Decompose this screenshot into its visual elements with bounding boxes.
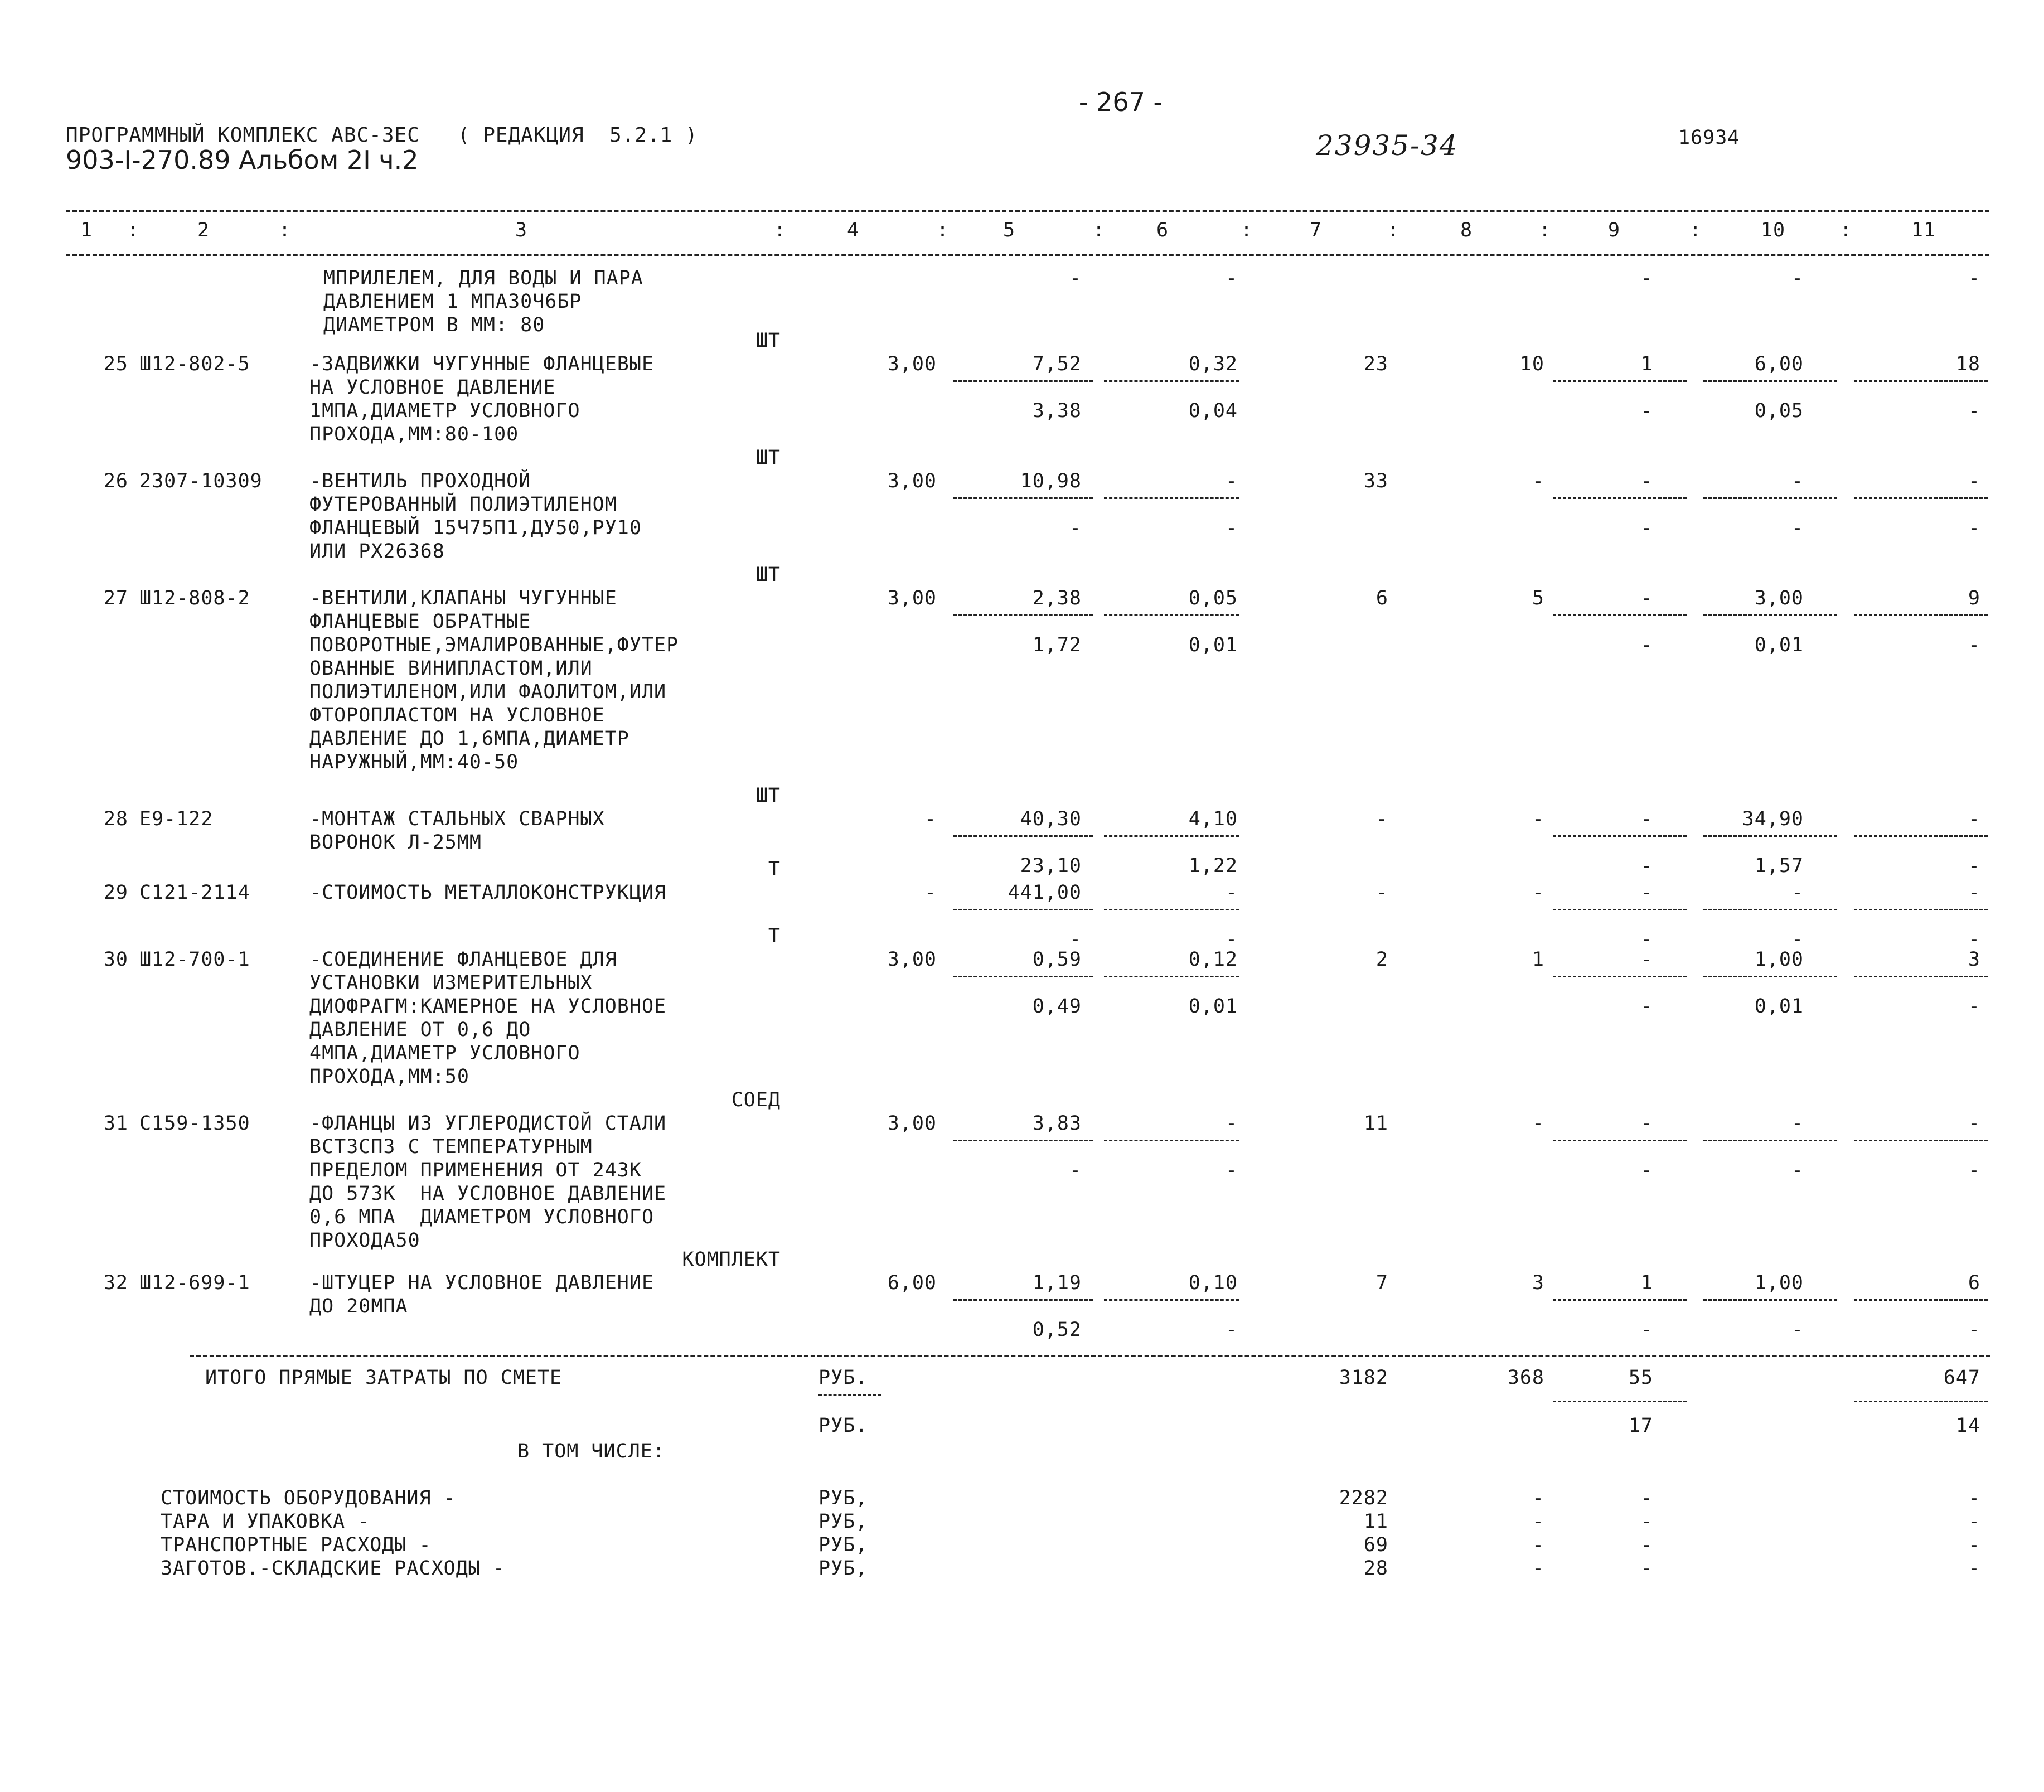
cell-c11: - bbox=[1968, 1112, 1980, 1135]
cell-c11: 3 bbox=[1968, 948, 1980, 971]
cell-rule bbox=[1703, 909, 1837, 910]
cell-c7: 2 bbox=[1375, 948, 1388, 971]
cell-rule bbox=[1854, 835, 1988, 837]
cell-c4: 3,00 bbox=[887, 1112, 937, 1135]
cell-rule bbox=[953, 1140, 1093, 1141]
cell-c10: - bbox=[1791, 882, 1804, 904]
row-number: 26 bbox=[103, 470, 128, 492]
cell-c11b: - bbox=[1968, 1159, 1980, 1181]
row-desc-line: ФЛАНЦЕВЫЕ ОБРАТНЫЕ bbox=[309, 611, 531, 633]
cell-c10: 34,90 bbox=[1742, 808, 1804, 830]
including-item-col8: - bbox=[1532, 1534, 1544, 1556]
cell-c5b: 0,52 bbox=[1032, 1319, 1082, 1341]
row-desc-line: ФЛАНЦЕВЫЙ 15Ч75П1,ДУ50,РУ10 bbox=[309, 517, 642, 539]
cell-c11: - bbox=[1968, 808, 1980, 830]
col-head-2: 2 bbox=[197, 219, 210, 241]
program-line: ПРОГРАММНЫЙ КОМПЛЕКС АВС-ЗЕС ( РЕДАКЦИЯ 5.2.1 ) bbox=[66, 124, 698, 147]
cell-c4: 3,00 bbox=[887, 353, 937, 375]
row-desc-line: ДАВЛЕНИЕ ДО 1,6МПА,ДИАМЕТР bbox=[309, 728, 629, 750]
row-number: 27 bbox=[103, 587, 128, 609]
cell-rule bbox=[1104, 380, 1239, 382]
cell-rule bbox=[1104, 1299, 1239, 1301]
including-item-label: ЗАГОТОВ.-СКЛАДСКИЕ РАСХОДЫ - bbox=[161, 1557, 506, 1580]
unit-label: КОМПЛЕКТ bbox=[682, 1248, 781, 1271]
cell-c5b: - bbox=[1069, 517, 1082, 539]
row-desc-line: 0,6 МПА ДИАМЕТРОМ УСЛОВНОГО bbox=[309, 1206, 655, 1228]
cell-c9b: - bbox=[1640, 400, 1653, 422]
row-number: 25 bbox=[103, 353, 128, 375]
totals-top-rule bbox=[190, 1355, 1990, 1357]
including-item-unit: РУБ, bbox=[818, 1534, 868, 1556]
cell-rule bbox=[953, 497, 1093, 499]
cell-c5b: - bbox=[1069, 1159, 1082, 1181]
cell-c7: - bbox=[1375, 808, 1388, 830]
cell-c9: 1 bbox=[1640, 1272, 1653, 1294]
cell-c5b: 0,49 bbox=[1032, 995, 1082, 1018]
row-desc-line: -МОНТАЖ СТАЛЬНЫХ СВАРНЫХ bbox=[309, 808, 605, 830]
row-code: Ш12-699-1 bbox=[139, 1272, 250, 1294]
cell-c7: - bbox=[1375, 882, 1388, 904]
cell-c8: - bbox=[1532, 1112, 1544, 1135]
cell-c9b: - bbox=[1640, 1319, 1653, 1341]
cell-c9b: - bbox=[1640, 928, 1653, 951]
cell-c6b: - bbox=[1225, 1159, 1238, 1181]
cell-c11: - bbox=[1968, 882, 1980, 904]
cell-rule bbox=[1104, 614, 1239, 616]
cell-c11b: - bbox=[1968, 995, 1980, 1018]
cell-rule bbox=[1703, 380, 1837, 382]
cell-c5b: - bbox=[1069, 928, 1082, 951]
including-item-col11: - bbox=[1968, 1557, 1980, 1580]
including-item-col11: - bbox=[1968, 1487, 1980, 1509]
cell-c6: 4,10 bbox=[1188, 808, 1238, 830]
cell-c6: 0,32 bbox=[1188, 353, 1238, 375]
cell-rule bbox=[953, 835, 1093, 837]
cell-c6b: 0,04 bbox=[1188, 400, 1238, 422]
cont-col10: - bbox=[1791, 267, 1804, 289]
cell-rule bbox=[953, 1299, 1093, 1301]
cell-c11b: - bbox=[1968, 1319, 1980, 1341]
including-item-label: СТОИМОСТЬ ОБОРУДОВАНИЯ - bbox=[161, 1487, 456, 1509]
handwritten-code: 23935-34 bbox=[1316, 129, 1459, 162]
cell-c5b: 1,72 bbox=[1032, 634, 1082, 656]
col-sep: : bbox=[774, 219, 787, 241]
cell-c11b: - bbox=[1968, 928, 1980, 951]
col-sep: : bbox=[1093, 219, 1106, 241]
unit-label: ШТ bbox=[755, 564, 781, 586]
cell-c5: 0,59 bbox=[1032, 948, 1082, 971]
cell-c9: - bbox=[1640, 1112, 1653, 1135]
cell-c9b: - bbox=[1640, 855, 1653, 877]
cell-rule bbox=[1854, 1299, 1988, 1301]
row-desc-line: -ШТУЦЕР НА УСЛОВНОЕ ДАВЛЕНИЕ bbox=[309, 1272, 655, 1294]
album-line: 903-I-270.89 Альбом 2I ч.2 bbox=[66, 145, 419, 175]
cell-c7: 11 bbox=[1363, 1112, 1388, 1135]
row-desc-line: НА УСЛОВНОЕ ДАВЛЕНИЕ bbox=[309, 376, 556, 399]
including-item-unit: РУБ, bbox=[818, 1557, 868, 1580]
cell-rule bbox=[1854, 380, 1988, 382]
cont-col5: - bbox=[1069, 267, 1082, 289]
row-desc-line: ФТОРОПЛАСТОМ НА УСЛОВНОЕ bbox=[309, 704, 605, 727]
col-sep: : bbox=[1689, 219, 1702, 241]
cell-c4: 3,00 bbox=[887, 948, 937, 971]
cell-rule bbox=[1703, 1140, 1837, 1141]
cell-c10b: - bbox=[1791, 517, 1804, 539]
cell-rule bbox=[953, 380, 1093, 382]
cell-c10: 1,00 bbox=[1754, 1272, 1804, 1294]
cell-rule bbox=[953, 614, 1093, 616]
cell-rule bbox=[1104, 1140, 1239, 1141]
row-code: Е9-122 bbox=[139, 808, 214, 830]
cell-c8: 3 bbox=[1532, 1272, 1544, 1294]
cell-c10: 6,00 bbox=[1754, 353, 1804, 375]
row-number: 28 bbox=[103, 808, 128, 830]
cell-c10b: 0,01 bbox=[1754, 995, 1804, 1018]
continuation-desc-line: ДАВЛЕНИЕМ 1 МПА30Ч6БР bbox=[323, 290, 582, 313]
col-sep: : bbox=[1387, 219, 1400, 241]
including-item-col7: 2282 bbox=[1339, 1487, 1388, 1509]
including-item-col8: - bbox=[1532, 1487, 1544, 1509]
cell-c9b: - bbox=[1640, 517, 1653, 539]
including-item-label: ТРАНСПОРТНЫЕ РАСХОДЫ - bbox=[161, 1534, 432, 1556]
cell-rule bbox=[1553, 380, 1687, 382]
cell-c5: 3,83 bbox=[1032, 1112, 1082, 1135]
row-desc-line: ИЛИ РХ26368 bbox=[309, 540, 445, 563]
cell-c7: 23 bbox=[1363, 353, 1388, 375]
totals-col7: 3182 bbox=[1339, 1367, 1388, 1389]
cell-c11b: - bbox=[1968, 517, 1980, 539]
cell-c11: 18 bbox=[1955, 353, 1980, 375]
cont-col11: - bbox=[1968, 267, 1980, 289]
cell-c4: 6,00 bbox=[887, 1272, 937, 1294]
cell-rule bbox=[1104, 976, 1239, 977]
including-item-col11: - bbox=[1968, 1510, 1980, 1533]
cell-c6b: 0,01 bbox=[1188, 995, 1238, 1018]
totals-col11: 647 bbox=[1943, 1367, 1980, 1389]
totals-label: ИТОГО ПРЯМЫЕ ЗАТРАТЫ ПО СМЕТЕ bbox=[205, 1367, 563, 1389]
row-desc-line: -ЗАДВИЖКИ ЧУГУННЫЕ ФЛАНЦЕВЫЕ bbox=[309, 353, 655, 375]
cell-rule bbox=[1104, 909, 1239, 910]
row-desc-line: ПРЕДЕЛОМ ПРИМЕНЕНИЯ ОТ 243К bbox=[309, 1159, 642, 1181]
totals-unit-2: РУБ. bbox=[818, 1415, 868, 1437]
row-desc-line: -ВЕНТИЛЬ ПРОХОДНОЙ bbox=[309, 470, 531, 492]
cell-c6b: 1,22 bbox=[1188, 855, 1238, 877]
cell-c9: 1 bbox=[1640, 353, 1653, 375]
cell-rule bbox=[1854, 1140, 1988, 1141]
cell-rule bbox=[1553, 497, 1687, 499]
row-desc-line: 4МПА,ДИАМЕТР УСЛОВНОГО bbox=[309, 1042, 580, 1064]
cell-rule bbox=[1703, 497, 1837, 499]
unit-label: ШТ bbox=[755, 784, 781, 807]
cell-rule bbox=[1553, 976, 1687, 977]
row-desc-line: ПРОХОДА,ММ:50 bbox=[309, 1065, 469, 1088]
row-code: Ш12-700-1 bbox=[139, 948, 250, 971]
row-desc-line: -СОЕДИНЕНИЕ ФЛАНЦЕВОЕ ДЛЯ bbox=[309, 948, 617, 971]
row-desc-line: ФУТЕРОВАННЫЙ ПОЛИЭТИЛЕНОМ bbox=[309, 493, 617, 516]
cell-c11: 6 bbox=[1968, 1272, 1980, 1294]
cell-c5b: 3,38 bbox=[1032, 400, 1082, 422]
row-desc-line: ВСТ3СП3 С ТЕМПЕРАТУРНЫМ bbox=[309, 1136, 593, 1158]
including-item-col7: 28 bbox=[1363, 1557, 1388, 1580]
cell-rule bbox=[1703, 976, 1837, 977]
row-desc-line: 1МПА,ДИАМЕТР УСЛОВНОГО bbox=[309, 400, 580, 422]
cell-c6b: - bbox=[1225, 928, 1238, 951]
row-code: Ш12-802-5 bbox=[139, 353, 250, 375]
row-desc-line: ПОВОРОТНЫЕ,ЭМАЛИРОВАННЫЕ,ФУТЕР bbox=[309, 634, 679, 656]
cell-c10b: - bbox=[1791, 1319, 1804, 1341]
col-head-8: 8 bbox=[1460, 219, 1473, 241]
cell-c5: 441,00 bbox=[1008, 882, 1082, 904]
cell-rule bbox=[1703, 614, 1837, 616]
row-desc-line: ДАВЛЕНИЕ ОТ 0,6 ДО bbox=[309, 1019, 531, 1041]
row-desc-line: ПРОХОДА,ММ:80-100 bbox=[309, 423, 519, 445]
col-head-6: 6 bbox=[1156, 219, 1169, 241]
col-sep: : bbox=[1241, 219, 1253, 241]
row-number: 31 bbox=[103, 1112, 128, 1135]
row-desc-line: ДИОФРАГМ:КАМЕРНОЕ НА УСЛОВНОЕ bbox=[309, 995, 667, 1018]
cell-c10: 1,00 bbox=[1754, 948, 1804, 971]
including-item-col7: 69 bbox=[1363, 1534, 1388, 1556]
cell-c10b: 0,05 bbox=[1754, 400, 1804, 422]
col-sep: : bbox=[937, 219, 950, 241]
cell-rule bbox=[1854, 497, 1988, 499]
totals-col9-b: 17 bbox=[1628, 1415, 1653, 1437]
cell-rule bbox=[1854, 614, 1988, 616]
including-label: В ТОМ ЧИСЛЕ: bbox=[517, 1440, 665, 1462]
col-head-7: 7 bbox=[1309, 219, 1323, 241]
including-item-col9: - bbox=[1640, 1534, 1653, 1556]
row-number: 30 bbox=[103, 948, 128, 971]
cell-c6: - bbox=[1225, 1112, 1238, 1135]
cell-c8: - bbox=[1532, 470, 1544, 492]
cell-c8: 1 bbox=[1532, 948, 1544, 971]
cell-c7: 33 bbox=[1363, 470, 1388, 492]
cell-rule bbox=[1854, 909, 1988, 910]
row-code: 2307-10309 bbox=[139, 470, 263, 492]
row-desc-line: ПОЛИЭТИЛЕНОМ,ИЛИ ФАОЛИТОМ,ИЛИ bbox=[309, 681, 667, 703]
col-head-4: 4 bbox=[846, 219, 860, 241]
header-top-rule bbox=[66, 210, 1989, 212]
cell-c9: - bbox=[1640, 587, 1653, 609]
header-bottom-rule bbox=[66, 254, 1989, 256]
cell-c9: - bbox=[1640, 808, 1653, 830]
col-head-11: 11 bbox=[1911, 219, 1936, 241]
cell-c10: - bbox=[1791, 1112, 1804, 1135]
col-sep: : bbox=[279, 219, 292, 241]
col-sep: : bbox=[1840, 219, 1853, 241]
doc-number: 16934 bbox=[1678, 127, 1740, 149]
col-head-10: 10 bbox=[1760, 219, 1786, 241]
totals-unit-rule bbox=[818, 1394, 881, 1396]
cell-c7: 6 bbox=[1375, 587, 1388, 609]
cell-c8: 10 bbox=[1519, 353, 1544, 375]
including-item-col9: - bbox=[1640, 1510, 1653, 1533]
cell-rule bbox=[1104, 497, 1239, 499]
row-desc-line: -СТОИМОСТЬ МЕТАЛЛОКОНСТРУКЦИЯ bbox=[309, 882, 667, 904]
unit-label: Т bbox=[768, 858, 781, 880]
cell-rule bbox=[1104, 835, 1239, 837]
cell-c6b: - bbox=[1225, 517, 1238, 539]
col-head-1: 1 bbox=[80, 219, 93, 241]
unit-label: ШТ bbox=[755, 447, 781, 469]
including-item-col9: - bbox=[1640, 1557, 1653, 1580]
col-head-5: 5 bbox=[1002, 219, 1016, 241]
unit-label: Т bbox=[768, 925, 781, 947]
cell-c9: - bbox=[1640, 882, 1653, 904]
cell-c6: - bbox=[1225, 470, 1238, 492]
cell-c11b: - bbox=[1968, 855, 1980, 877]
cell-rule bbox=[1553, 835, 1687, 837]
row-desc-line: -ФЛАНЦЫ ИЗ УГЛЕРОДИСТОЙ СТАЛИ bbox=[309, 1112, 667, 1135]
including-item-col8: - bbox=[1532, 1557, 1544, 1580]
cell-c11b: - bbox=[1968, 634, 1980, 656]
cell-c5: 40,30 bbox=[1020, 808, 1082, 830]
cell-rule bbox=[953, 976, 1093, 977]
cell-c6: - bbox=[1225, 882, 1238, 904]
continuation-desc-line: МПРИЛЕЛЕМ, ДЛЯ ВОДЫ И ПАРА bbox=[323, 267, 643, 289]
cell-c9b: - bbox=[1640, 634, 1653, 656]
including-item-col11: - bbox=[1968, 1534, 1980, 1556]
cell-c9b: - bbox=[1640, 1159, 1653, 1181]
cell-rule bbox=[1553, 614, 1687, 616]
cell-c11b: - bbox=[1968, 400, 1980, 422]
cell-c11: 9 bbox=[1968, 587, 1980, 609]
cell-rule bbox=[1553, 1299, 1687, 1301]
cell-c4: - bbox=[924, 808, 937, 830]
cell-rule bbox=[1703, 835, 1837, 837]
cell-c11: - bbox=[1968, 470, 1980, 492]
row-desc-line: ПРОХОДА50 bbox=[309, 1229, 420, 1252]
col-sep: : bbox=[1539, 219, 1552, 241]
cell-rule bbox=[1553, 1140, 1687, 1141]
row-desc-line: ДО 20МПА bbox=[309, 1295, 408, 1318]
including-item-unit: РУБ, bbox=[818, 1510, 868, 1533]
cell-c10: - bbox=[1791, 470, 1804, 492]
including-item-col9: - bbox=[1640, 1487, 1653, 1509]
cell-c10b: 1,57 bbox=[1754, 855, 1804, 877]
cell-c10b: 0,01 bbox=[1754, 634, 1804, 656]
cell-c6: 0,10 bbox=[1188, 1272, 1238, 1294]
row-desc-line: ДО 573К НА УСЛОВНОЕ ДАВЛЕНИЕ bbox=[309, 1183, 667, 1205]
row-desc-line: ВОРОНОК Л-25ММ bbox=[309, 831, 482, 854]
cell-c6b: 0,01 bbox=[1188, 634, 1238, 656]
cell-rule bbox=[1703, 1299, 1837, 1301]
cell-c8: 5 bbox=[1532, 587, 1544, 609]
cell-c5b: 23,10 bbox=[1020, 855, 1082, 877]
totals-col9: 55 bbox=[1628, 1367, 1653, 1389]
including-item-label: ТАРА И УПАКОВКА - bbox=[161, 1510, 370, 1533]
cell-rule bbox=[1553, 909, 1687, 910]
cell-c6: 0,05 bbox=[1188, 587, 1238, 609]
cell-c4: 3,00 bbox=[887, 587, 937, 609]
col-sep: : bbox=[127, 219, 140, 241]
including-item-col7: 11 bbox=[1363, 1510, 1388, 1533]
totals-unit: РУБ. bbox=[818, 1367, 868, 1389]
row-code: С159-1350 bbox=[139, 1112, 250, 1135]
unit-label: СОЕД bbox=[731, 1089, 781, 1111]
row-number: 32 bbox=[103, 1272, 128, 1294]
cell-c5: 2,38 bbox=[1032, 587, 1082, 609]
totals-col9-rule bbox=[1553, 1401, 1687, 1402]
cell-c8: - bbox=[1532, 808, 1544, 830]
cell-c8: - bbox=[1532, 882, 1544, 904]
totals-col8: 368 bbox=[1507, 1367, 1544, 1389]
col-head-3: 3 bbox=[515, 219, 528, 241]
cell-c5: 1,19 bbox=[1032, 1272, 1082, 1294]
cont-col9: - bbox=[1640, 267, 1653, 289]
row-desc-line: -ВЕНТИЛИ,КЛАПАНЫ ЧУГУННЫЕ bbox=[309, 587, 617, 609]
cell-c6: 0,12 bbox=[1188, 948, 1238, 971]
cell-c6b: - bbox=[1225, 1319, 1238, 1341]
row-desc-line: УСТАНОВКИ ИЗМЕРИТЕЛЬНЫХ bbox=[309, 972, 593, 994]
cell-c10b: - bbox=[1791, 1159, 1804, 1181]
totals-col11-b: 14 bbox=[1955, 1415, 1980, 1437]
including-item-col8: - bbox=[1532, 1510, 1544, 1533]
row-code: Ш12-808-2 bbox=[139, 587, 250, 609]
row-code: С121-2114 bbox=[139, 882, 250, 904]
continuation-desc-line: ДИАМЕТРОМ В ММ: 80 bbox=[323, 314, 545, 336]
cont-col6: - bbox=[1225, 267, 1238, 289]
cell-c4: 3,00 bbox=[887, 470, 937, 492]
cell-rule bbox=[1854, 976, 1988, 977]
col-head-9: 9 bbox=[1607, 219, 1621, 241]
cell-c9: - bbox=[1640, 470, 1653, 492]
row-number: 29 bbox=[103, 882, 128, 904]
page-number: - 267 - bbox=[1078, 87, 1163, 117]
cell-c9b: - bbox=[1640, 995, 1653, 1018]
cell-c10b: - bbox=[1791, 928, 1804, 951]
cell-rule bbox=[953, 909, 1093, 910]
row-desc-line: НАРУЖНЫЙ,ММ:40-50 bbox=[309, 751, 519, 773]
totals-col11-rule bbox=[1854, 1401, 1988, 1402]
cell-c7: 7 bbox=[1375, 1272, 1388, 1294]
cell-c5: 7,52 bbox=[1032, 353, 1082, 375]
including-item-unit: РУБ, bbox=[818, 1487, 868, 1509]
cell-c4: - bbox=[924, 882, 937, 904]
cell-c9: - bbox=[1640, 948, 1653, 971]
cell-c5: 10,98 bbox=[1020, 470, 1082, 492]
row-desc-line: ОВАННЫЕ ВИНИПЛАСТОМ,ИЛИ bbox=[309, 657, 593, 680]
cell-c10: 3,00 bbox=[1754, 587, 1804, 609]
unit-label: ШТ bbox=[755, 330, 781, 352]
